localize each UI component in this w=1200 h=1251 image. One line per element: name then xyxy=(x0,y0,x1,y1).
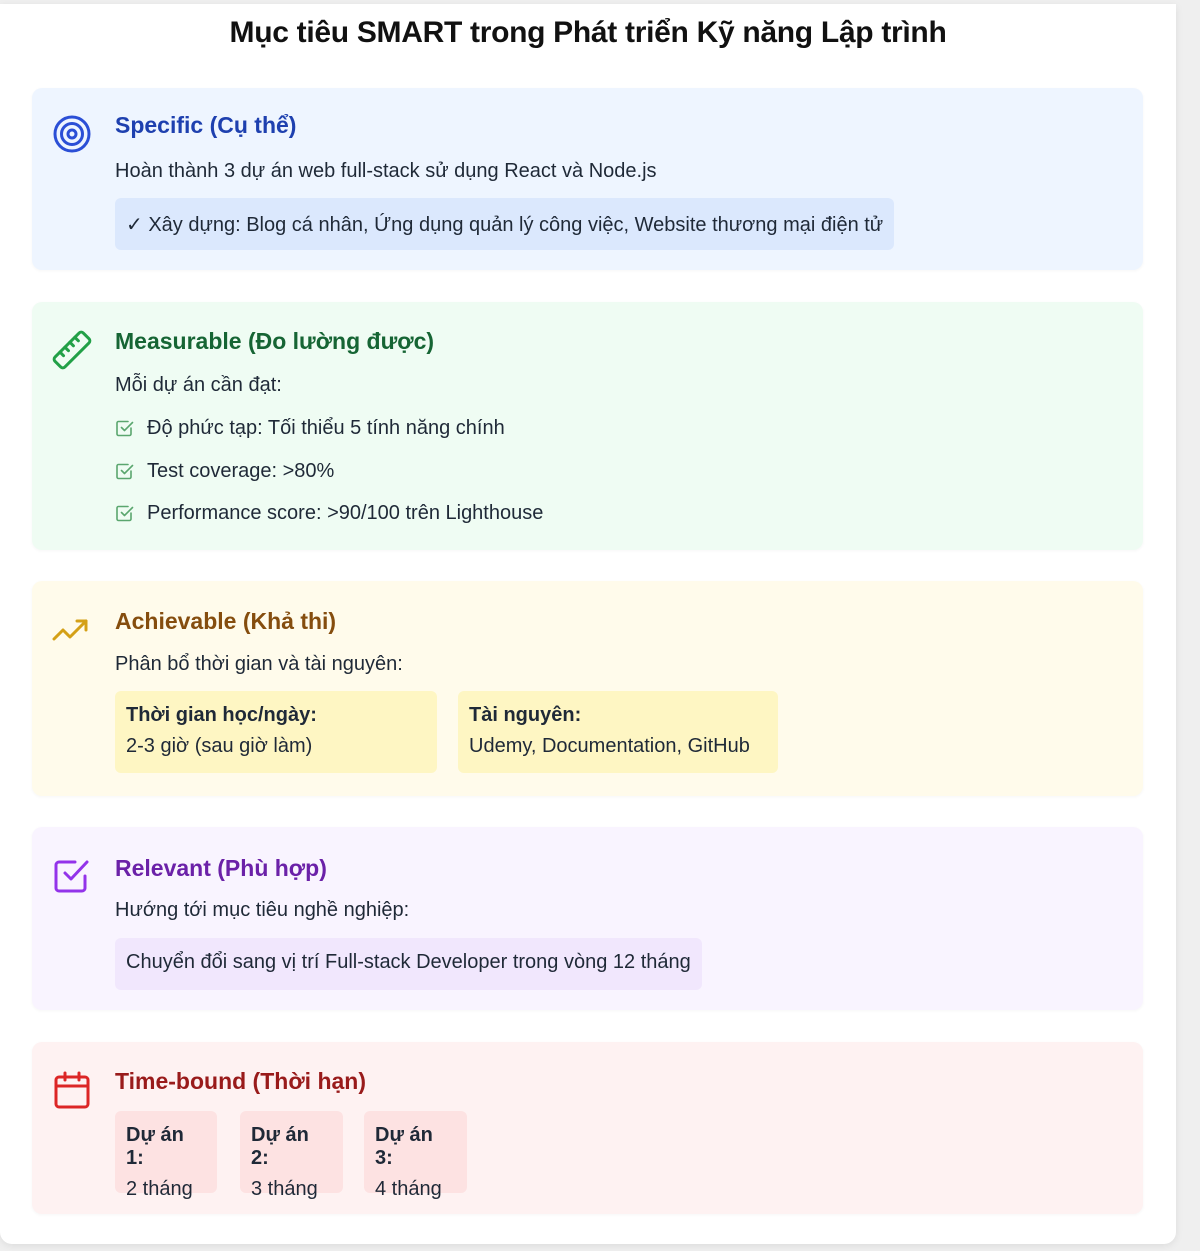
card-title-achievable: Achievable (Khả thi) xyxy=(115,608,337,634)
specific-description: Hoàn thành 3 dự án web full-stack sử dụng React và Node.js xyxy=(115,160,657,182)
checkbox-checked-icon xyxy=(115,418,135,438)
measurable-item xyxy=(115,459,334,483)
checkbox-checked-icon xyxy=(115,503,135,523)
project-label: Dự án 1: xyxy=(126,1124,184,1169)
measurable-item xyxy=(115,416,505,440)
project-duration: 3 tháng xyxy=(251,1178,318,1200)
card-title-relevant: Relevant (Phù hợp) xyxy=(115,855,327,881)
card-timebound xyxy=(32,1042,1143,1214)
card-title-timebound: Time-bound (Thời hạn) xyxy=(115,1068,367,1094)
measurable-item-text: Test coverage: >80% xyxy=(147,459,335,482)
card-specific xyxy=(32,88,1143,270)
card-measurable xyxy=(32,302,1143,550)
achievable-box-label: Tài nguyên: xyxy=(469,704,582,726)
measurable-item-text: Performance score: >90/100 trên Lighthouse xyxy=(147,501,544,524)
project-label: Dự án 2: xyxy=(251,1124,309,1169)
card-title-specific: Specific (Cụ thể) xyxy=(115,112,297,138)
trending-up-icon xyxy=(52,611,92,651)
project-label: Dự án 3: xyxy=(375,1124,433,1169)
project-duration: 2 tháng xyxy=(126,1178,193,1200)
achievable-box-resources xyxy=(458,691,778,773)
card-title-measurable: Measurable (Đo lường được) xyxy=(115,328,435,354)
project-duration: 4 tháng xyxy=(375,1178,442,1200)
target-icon xyxy=(52,114,92,154)
measurable-intro: Mỗi dự án cần đạt: xyxy=(115,374,282,396)
timebound-project-2 xyxy=(240,1111,343,1200)
timebound-project-1 xyxy=(115,1111,217,1200)
page-container xyxy=(0,4,1176,1244)
card-achievable xyxy=(32,581,1143,796)
achievable-box-time xyxy=(115,691,437,773)
measurable-item xyxy=(115,501,543,525)
specific-highlight: ✓ Xây dựng: Blog cá nhân, Ứng dụng quản lý công việc, Website thương mại điện tử xyxy=(115,198,894,250)
achievable-box-label: Thời gian học/ngày: xyxy=(126,704,317,726)
relevant-intro: Hướng tới mục tiêu nghề nghiệp: xyxy=(115,899,410,921)
calendar-icon xyxy=(52,1070,92,1110)
achievable-intro: Phân bổ thời gian và tài nguyên: xyxy=(115,653,403,675)
checkbox-checked-icon xyxy=(115,461,135,481)
achievable-box-value: Udemy, Documentation, GitHub xyxy=(469,735,750,757)
relevant-highlight: Chuyển đổi sang vị trí Full-stack Developer trong vòng 12 tháng xyxy=(115,938,702,990)
checkbox-icon xyxy=(52,855,92,895)
page-title: Mục tiêu SMART trong Phát triển Kỹ năng Lập trình xyxy=(229,16,947,49)
ruler-icon xyxy=(52,330,92,370)
timebound-project-3 xyxy=(364,1111,467,1200)
achievable-box-value: 2-3 giờ (sau giờ làm) xyxy=(126,735,313,757)
card-relevant xyxy=(32,827,1143,1010)
measurable-item-text: Độ phức tạp: Tối thiểu 5 tính năng chính xyxy=(147,416,505,439)
